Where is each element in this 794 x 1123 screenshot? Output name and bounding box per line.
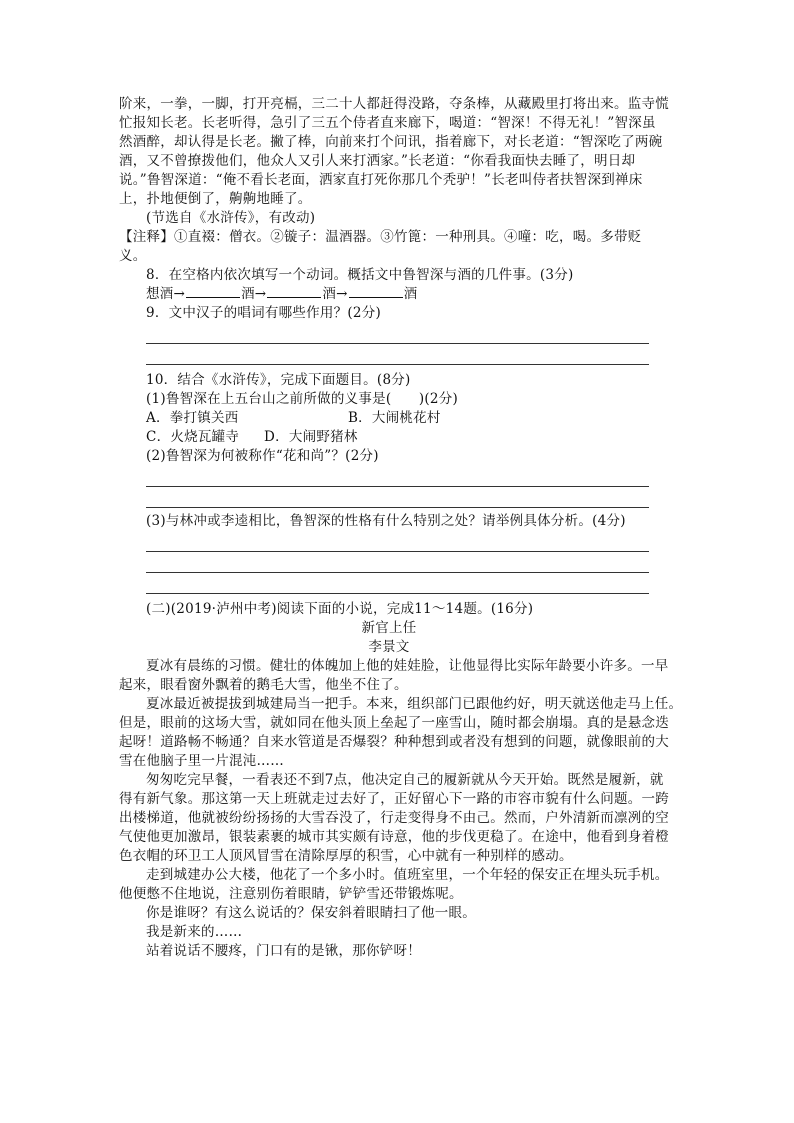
story-line: 他便憋不住地说，注意别伤着眼睛，铲铲雪还带锻炼呢。 bbox=[119, 886, 463, 902]
story-line: 出楼梯道，他就被纷纷扬扬的大雪吞没了，行走变得身不由己。然而，户外清新而凛冽的空 bbox=[119, 810, 669, 826]
answer-line[interactable] bbox=[146, 466, 649, 487]
question-10-stem: 10．结合《水浒传》，完成下面题目。(8分) bbox=[146, 372, 411, 388]
passage-line: 阶来，一拳，一脚，打开亮槅，三二十人都赶得没路，夺条棒，从藏殿里打将出来。监寺慌 bbox=[119, 96, 669, 112]
passage-line: 上，扑地便倒了，齁齁地睡了。 bbox=[119, 191, 312, 207]
story-line: 雪在他脑子里一片混沌…… bbox=[119, 753, 284, 769]
document-page bbox=[119, 95, 683, 961]
question-10-sub-3: (3)与林冲或李逵相比，鲁智深的性格有什么特别之处？请举例具体分析。(4分) bbox=[146, 513, 626, 529]
option-b[interactable]: B．大闹桃花村 bbox=[348, 410, 441, 426]
q8-end: 酒 bbox=[403, 286, 418, 302]
q8-prefix: 想酒→ bbox=[146, 286, 186, 302]
q8-mid-1: 酒→ bbox=[241, 286, 267, 302]
question-10-sub-1: (1)鲁智深在上五台山之前所做的义事是( )(2分) bbox=[146, 391, 459, 407]
q10-options-row-2 bbox=[119, 428, 659, 447]
answer-line[interactable] bbox=[146, 552, 649, 573]
answer-line[interactable] bbox=[146, 344, 649, 365]
story-line: 气使他更加激昂，银装素裹的城市其实颇有诗意，他的步伐更稳了。在途中，他看到身着橙 bbox=[119, 829, 669, 845]
story-line: 夏冰有晨练的习惯。健壮的体魄加上他的娃娃脸，让他显得比实际年龄要小许多。一早 bbox=[146, 658, 669, 674]
story-line: 我是新来的…… bbox=[146, 924, 243, 940]
story-author: 李景文 bbox=[368, 639, 410, 655]
story-line: 走到城建办公大楼，他花了一个多小时。值班室里，一个年轻的保安正在埋头玩手机。 bbox=[146, 867, 669, 883]
q8-blank-1[interactable] bbox=[186, 285, 240, 298]
story-line: 起呀！道路畅不畅通？自来水管道是否爆裂？种种想到或者没有想到的问题，就像眼前的大 bbox=[119, 734, 669, 750]
story-line: 站着说话不腰疼，门口有的是锹，那你铲呀！ bbox=[146, 943, 421, 959]
q8-blank-2[interactable] bbox=[267, 285, 321, 298]
story-title: 新官上任 bbox=[361, 620, 417, 636]
passage-line: 忙报知长老。长老听得，急引了三五个侍者直来廊下，喝道：“智深！不得无礼！”智深虽 bbox=[119, 115, 656, 131]
q8-blank-3[interactable] bbox=[349, 285, 403, 298]
option-d[interactable]: D．大闹野猪林 bbox=[264, 429, 358, 445]
q10-options-row-1 bbox=[119, 409, 659, 428]
story-line: 色衣帽的环卫工人顶风冒雪在清除厚厚的积雪，心中就有一种别样的感动。 bbox=[119, 848, 573, 864]
annotation-line: 【注释】①直裰：僧衣。②镟子：温酒器。③竹篦：一种刑具。④噇：吃，喝。多带贬 bbox=[119, 229, 642, 245]
source-note: (节选自《水浒传》，有改动) bbox=[146, 210, 316, 226]
q8-mid-2: 酒→ bbox=[322, 286, 348, 302]
option-c[interactable]: C．火烧瓦罐寺 bbox=[146, 429, 240, 445]
section-2-heading: (二)(2019·泸州中考)阅读下面的小说，完成11～14题。(16分) bbox=[146, 601, 534, 617]
answer-line[interactable] bbox=[146, 487, 649, 508]
story-line: 匆匆吃完早餐，一看表还不到7点，他决定自己的履新就从今天开始。既然是履新，就 bbox=[146, 772, 664, 788]
annotation-line: 义。 bbox=[119, 248, 147, 264]
option-a[interactable]: A．拳打镇关西 bbox=[146, 410, 239, 426]
answer-line[interactable] bbox=[146, 531, 649, 552]
story-line: 得有新气象。那这第一天上班就走过去好了，正好留心下一路的市容市貌有什么问题。一跨 bbox=[119, 791, 669, 807]
question-8-answer-row bbox=[119, 285, 659, 304]
question-9-stem: 9．文中汉子的唱词有哪些作用？(2分) bbox=[146, 305, 381, 321]
story-line: 但是，眼前的这场大雪，就如同在他头顶上垒起了一座雪山，随时都会崩塌。真的是悬念迭 bbox=[119, 715, 669, 731]
passage-excerpt bbox=[119, 95, 669, 209]
story-line: 你是谁呀？有这么说话的？保安斜着眼睛扫了他一眼。 bbox=[146, 905, 476, 921]
passage-line: 说。”鲁智深道：“俺不看长老面，洒家直打死你那几个秃驴！”长老叫侍者扶智深到禅床 bbox=[119, 172, 643, 188]
passage-line: 然酒醉，却认得是长老。撇了棒，向前来打个问讯，指着廊下，对长老道：“智深吃了两碗 bbox=[119, 134, 663, 150]
question-8-stem: 8．在空格内依次填写一个动词。概括文中鲁智深与酒的几件事。(3分) bbox=[146, 267, 574, 283]
answer-line[interactable] bbox=[146, 323, 649, 344]
story-line: 夏冰最近被提拔到城建局当一把手。本来，组织部门已跟他约好，明天就送他走马上任。 bbox=[146, 696, 683, 712]
story-line: 起来，眼看窗外飘着的鹅毛大雪，他坐不住了。 bbox=[119, 677, 408, 693]
passage-line: 酒，又不曾撩拨他们，他众人又引人来打洒家。”长老道：“你看我面快去睡了，明日却 bbox=[119, 153, 636, 169]
answer-line[interactable] bbox=[146, 573, 649, 594]
story-body bbox=[119, 657, 683, 961]
question-10-sub-2: (2)鲁智深为何被称作“花和尚”？(2分) bbox=[146, 448, 379, 464]
